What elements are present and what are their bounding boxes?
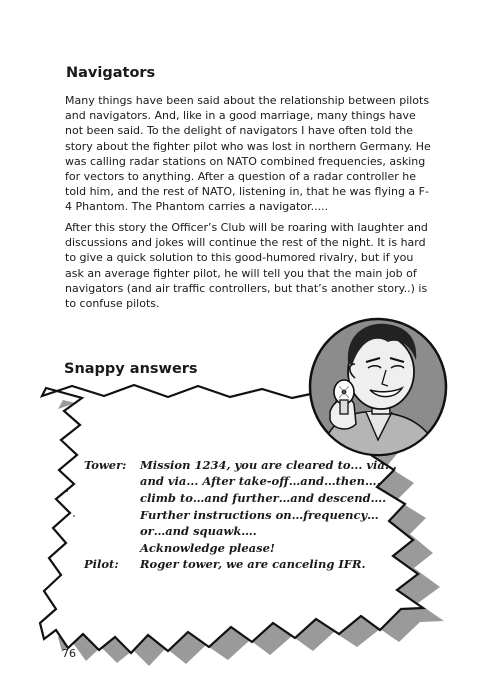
page-number: 76 (62, 647, 76, 660)
paragraph-2: After this story the Officer’s Club will be roaring with laughter and discussions and jokes will continue the rest of the night. It is hard to give a quick solution to this good-humored rivalry, but if you ask an average fighter pilot, he will tell you that the main job of navigators (and air traffic controllers, but that’s another story..) is to confuse pilots. (65, 221, 428, 311)
tower-line-1: Mission 1234, you are cleared to... via... (140, 458, 397, 472)
tower-line-5: or…and squawk…. (140, 524, 257, 538)
tower-line-3: climb to…and further…and descend…. (140, 491, 387, 505)
tower-line-6: Acknowledge please! (140, 541, 275, 555)
tower-line-2: and via... After take-off…and…then…, (140, 474, 381, 488)
tower-line-4: Further instructions on…frequency… (140, 508, 379, 522)
paragraph-1: Many things have been said about the relationship between pilots and navigators. And, like in a good marriage, many things have not been said. To the delight of navigators I have often told the story about the fighter pilot who was lost in northern Germany. He was calling radar stations on NATO combined frequencies, asking for vectors to anything. After a question of a radar controller he told him, and the rest of NATO, listening in, that he was flying a F-4 Phantom. The Phantom carries a navigator..... (65, 94, 431, 214)
pilot-speaker-label: Pilot: (84, 557, 119, 571)
section-title-snappy-answers: Snappy answers (64, 361, 198, 377)
section-title-navigators: Navigators (66, 65, 156, 81)
tower-speaker-label: Tower: (84, 458, 127, 472)
pilot-line: Roger tower, we are canceling IFR. (140, 557, 366, 571)
